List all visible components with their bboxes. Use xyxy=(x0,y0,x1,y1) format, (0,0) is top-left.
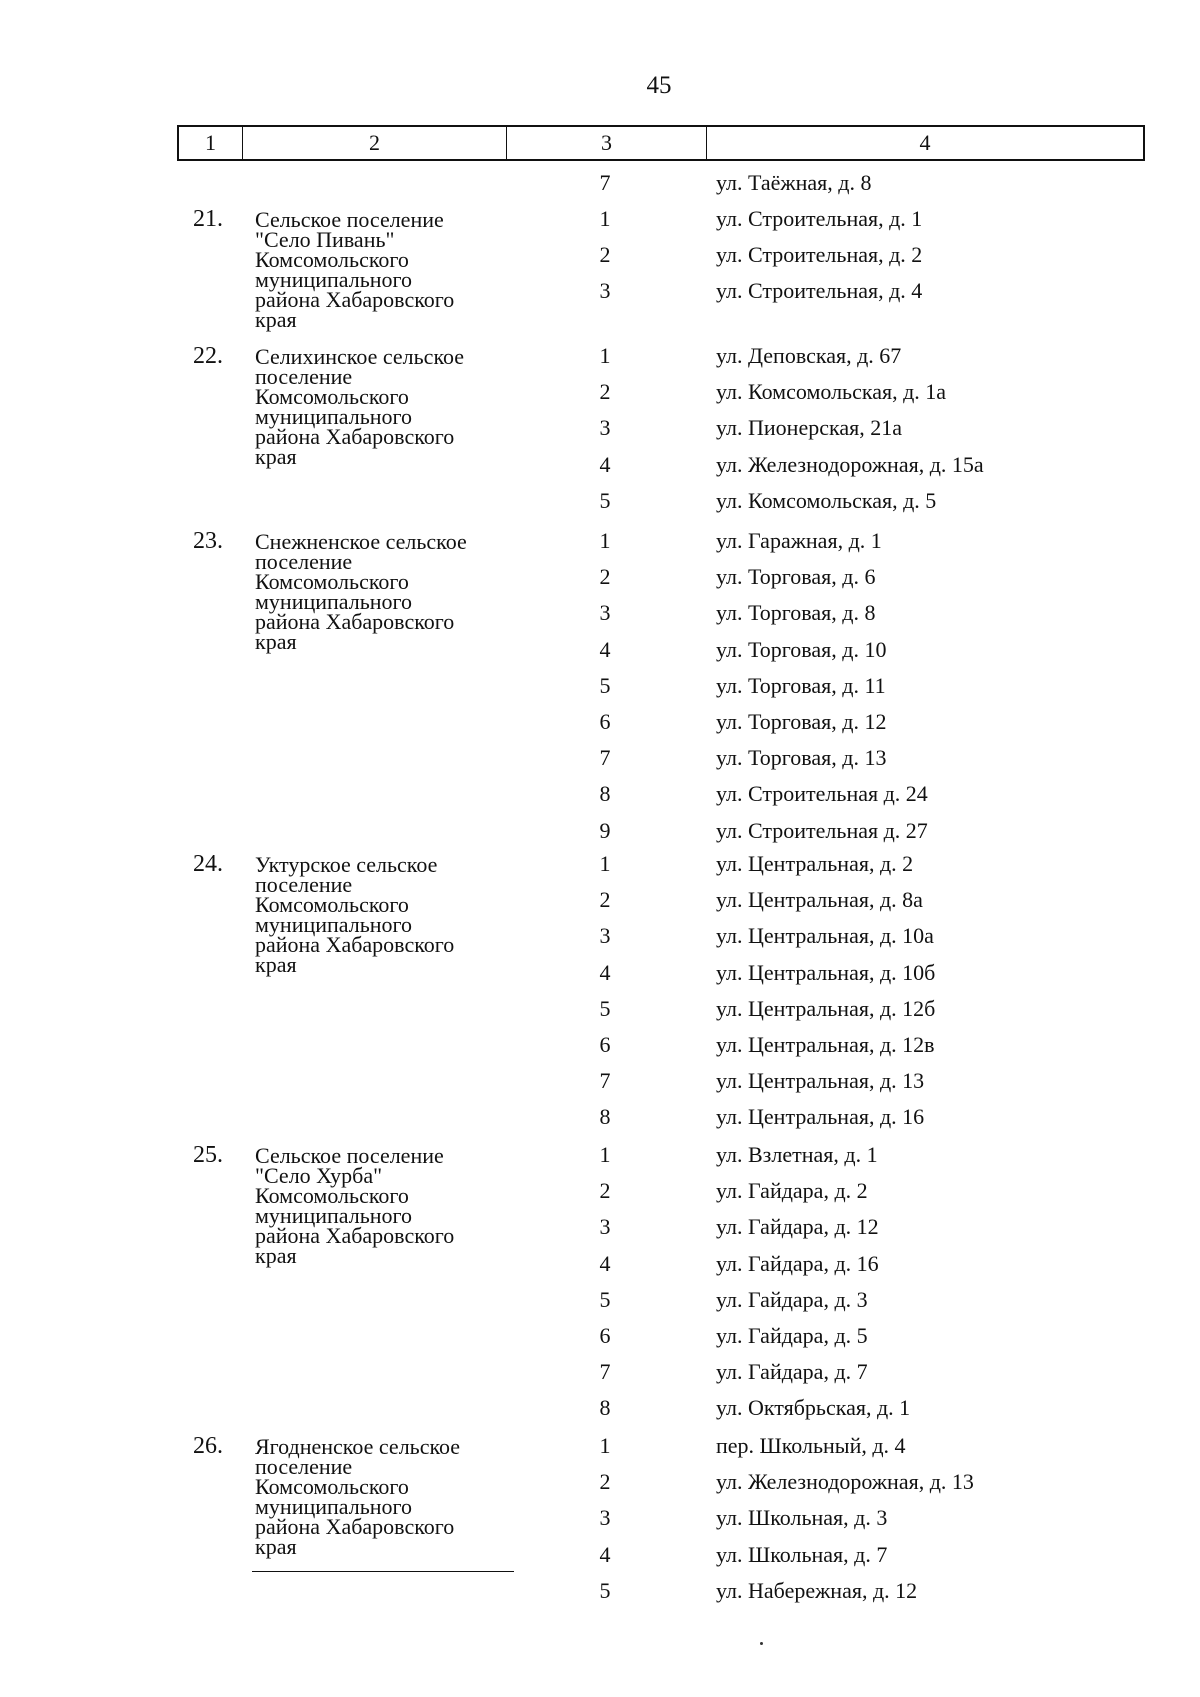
table-row xyxy=(0,1574,1200,1608)
settlement-name-line: муниципального xyxy=(255,1494,413,1519)
settlement-name-line: муниципального xyxy=(255,1203,413,1228)
row-address: ул. Октябрьская, д. 1 xyxy=(716,1395,911,1421)
table-row xyxy=(0,1138,1200,1172)
row-address: ул. Железнодорожная, д. 13 xyxy=(716,1469,974,1495)
table-row xyxy=(0,1283,1200,1317)
row-number: 8 xyxy=(599,1395,611,1421)
row-address: ул. Гайдара, д. 7 xyxy=(716,1359,868,1385)
settlement-name-line: края xyxy=(255,629,297,654)
row-number: 3 xyxy=(599,1505,611,1531)
table-row xyxy=(0,166,1200,200)
settlement-number: 22. xyxy=(193,343,223,369)
settlement-name-line: муниципального xyxy=(255,589,413,614)
table-row xyxy=(0,238,1200,272)
settlement-name-line: района Хабаровского xyxy=(255,1223,455,1248)
settlement-name-line: Комсомольского xyxy=(255,1474,409,1499)
table-row xyxy=(0,484,1200,518)
table-row xyxy=(0,1028,1200,1062)
row-number: 5 xyxy=(599,1577,611,1603)
settlement-name-line: Ягодненское сельское xyxy=(255,1434,461,1459)
row-number: 4 xyxy=(599,959,611,985)
settlement-name-line: Комсомольского xyxy=(255,247,409,272)
table-row xyxy=(0,1064,1200,1098)
row-address: ул. Железнодорожная, д. 15а xyxy=(716,451,984,477)
table-row xyxy=(0,1429,1200,1463)
row-number: 7 xyxy=(599,170,611,195)
table-row xyxy=(0,1319,1200,1353)
table-row xyxy=(0,524,1200,558)
row-address: ул. Комсомольская, д. 1а xyxy=(716,379,947,405)
row-number: 7 xyxy=(599,745,611,771)
settlement-name-line: "Село Пивань" xyxy=(255,227,395,252)
row-address: ул. Взлетная, д. 1 xyxy=(716,1142,878,1167)
row-number: 1 xyxy=(599,1142,611,1167)
settlement-name-line: поселение xyxy=(255,549,353,574)
row-number: 1 xyxy=(599,343,611,368)
row-number: 7 xyxy=(599,1068,611,1094)
row-number: 8 xyxy=(599,1104,611,1130)
row-number: 4 xyxy=(599,636,611,662)
table-row xyxy=(0,741,1200,775)
settlement-number: 25. xyxy=(193,1142,223,1168)
table-row xyxy=(0,629,1200,667)
settlement-name-line: Комсомольского xyxy=(255,1183,409,1208)
end-rule xyxy=(252,1571,514,1572)
row-number: 5 xyxy=(599,1286,611,1312)
settlement-name-line: района Хабаровского xyxy=(255,287,455,312)
row-address: ул. Гаражная, д. 1 xyxy=(716,528,882,553)
row-address: ул. Строительная д. 27 xyxy=(716,817,928,843)
row-address: ул. Таёжная, д. 8 xyxy=(716,170,872,195)
row-address: ул. Центральная, д. 13 xyxy=(716,1068,925,1094)
row-number: 2 xyxy=(599,242,611,268)
row-number: 7 xyxy=(599,1359,611,1385)
table-row xyxy=(0,202,1200,236)
row-number: 2 xyxy=(599,887,611,913)
table-row xyxy=(0,274,1200,312)
row-number: 3 xyxy=(599,923,611,949)
row-address: ул. Школьная, д. 7 xyxy=(716,1541,888,1567)
row-address: ул. Деповская, д. 67 xyxy=(716,343,902,368)
row-address: ул. Строительная, д. 2 xyxy=(716,242,923,268)
header-col-3: 3 xyxy=(507,127,707,159)
table-row xyxy=(0,1465,1200,1499)
row-number: 6 xyxy=(599,1323,611,1348)
row-address: ул. Гайдара, д. 12 xyxy=(716,1214,879,1240)
table-row xyxy=(0,1243,1200,1281)
settlement-number: 21. xyxy=(193,206,223,232)
row-address: ул. Гайдара, д. 2 xyxy=(716,1178,868,1204)
row-number: 2 xyxy=(599,379,611,405)
table-row xyxy=(0,375,1200,409)
row-address: ул. Центральная, д. 2 xyxy=(716,851,914,876)
row-number: 4 xyxy=(599,1250,611,1276)
settlement-name-line: района Хабаровского xyxy=(255,609,455,634)
row-address: ул. Школьная, д. 3 xyxy=(716,1505,888,1531)
row-number: 4 xyxy=(599,1541,611,1567)
page-number: 45 xyxy=(646,72,672,99)
settlement-name-line: Уктурское сельское xyxy=(255,852,438,877)
row-address: ул. Центральная, д. 10а xyxy=(716,923,934,949)
row-address: ул. Торговая, д. 8 xyxy=(716,600,876,626)
header-col-2: 2 xyxy=(243,127,507,159)
row-address: ул. Центральная, д. 10б xyxy=(716,959,936,985)
table-row xyxy=(0,444,1200,482)
settlement-number: 26. xyxy=(193,1433,223,1459)
row-address: ул. Центральная, д. 12в xyxy=(716,1032,935,1057)
row-address: ул. Набережная, д. 12 xyxy=(716,1577,918,1603)
row-address: ул. Центральная, д. 12б xyxy=(716,995,936,1021)
table-row xyxy=(0,669,1200,703)
row-number: 6 xyxy=(599,709,611,734)
settlement-name-line: района Хабаровского xyxy=(255,1514,455,1539)
row-address: ул. Торговая, д. 11 xyxy=(716,672,886,698)
table-row xyxy=(0,883,1200,917)
table-row xyxy=(0,339,1200,373)
settlement-name-line: Сельское поселение xyxy=(255,207,444,232)
row-address: ул. Центральная, д. 16 xyxy=(716,1104,925,1130)
table-row xyxy=(0,847,1200,881)
settlement-name-line: Комсомольского xyxy=(255,892,409,917)
header-col-1: 1 xyxy=(179,127,243,159)
row-number: 6 xyxy=(599,1032,611,1057)
table-row xyxy=(0,705,1200,739)
settlement-name-line: поселение xyxy=(255,872,353,897)
row-address: ул. Строительная д. 24 xyxy=(716,781,928,807)
settlement-name-line: края xyxy=(255,1534,297,1559)
row-number: 2 xyxy=(599,1469,611,1495)
table-row xyxy=(0,992,1200,1026)
settlement-name-line: Снежненское сельское xyxy=(255,529,467,554)
row-number: 1 xyxy=(599,851,611,876)
table-row xyxy=(0,1100,1200,1134)
table-row xyxy=(0,1501,1200,1539)
table-row xyxy=(0,814,1200,848)
row-number: 4 xyxy=(599,451,611,477)
row-number: 1 xyxy=(599,528,611,553)
settlement-name-line: края xyxy=(255,444,297,469)
table-row xyxy=(0,919,1200,957)
row-address: ул. Торговая, д. 12 xyxy=(716,709,887,734)
settlement-name-line: муниципального xyxy=(255,912,413,937)
row-number: 3 xyxy=(599,1214,611,1240)
row-address: ул. Торговая, д. 13 xyxy=(716,745,887,771)
table-row xyxy=(0,952,1200,990)
table-row xyxy=(0,777,1200,811)
table-row xyxy=(0,596,1200,634)
settlement-name-line: края xyxy=(255,307,297,332)
table-row xyxy=(0,411,1200,449)
row-address: ул. Гайдара, д. 5 xyxy=(716,1323,868,1348)
row-address: ул. Пионерская, 21а xyxy=(716,415,902,441)
row-address: ул. Центральная, д. 8а xyxy=(716,887,923,913)
row-address: ул. Гайдара, д. 3 xyxy=(716,1286,868,1312)
row-address: ул. Строительная, д. 1 xyxy=(716,206,923,231)
settlement-name-line: Сельское поселение xyxy=(255,1143,444,1168)
scan-speck xyxy=(760,1642,763,1645)
table-row xyxy=(0,1174,1200,1208)
row-address: ул. Комсомольская, д. 5 xyxy=(716,487,937,513)
settlement-number: 24. xyxy=(193,851,223,877)
table-row xyxy=(0,1391,1200,1425)
row-address: ул. Торговая, д. 6 xyxy=(716,564,876,590)
table-row xyxy=(0,1355,1200,1389)
table-header xyxy=(177,125,1145,161)
row-number: 3 xyxy=(599,415,611,441)
table-row xyxy=(0,560,1200,594)
row-number: 9 xyxy=(599,817,611,843)
row-number: 5 xyxy=(599,487,611,513)
settlement-name-line: муниципального xyxy=(255,404,413,429)
row-address: ул. Строительная, д. 4 xyxy=(716,278,923,304)
settlement-name-line: Комсомольского xyxy=(255,569,409,594)
settlement-name-line: Селихинское сельское xyxy=(255,344,465,369)
table-row xyxy=(0,1210,1200,1248)
row-number: 8 xyxy=(599,781,611,807)
row-address: ул. Торговая, д. 10 xyxy=(716,636,887,662)
row-number: 3 xyxy=(599,278,611,304)
settlement-number: 23. xyxy=(193,528,223,554)
settlement-name-line: края xyxy=(255,1243,297,1268)
settlement-name-line: района Хабаровского xyxy=(255,932,455,957)
row-number: 1 xyxy=(599,206,611,231)
settlement-name-line: "Село Хурба" xyxy=(255,1163,383,1188)
row-number: 5 xyxy=(599,672,611,698)
header-col-4: 4 xyxy=(919,130,931,155)
row-number: 2 xyxy=(599,564,611,590)
settlement-name-line: поселение xyxy=(255,364,353,389)
row-number: 3 xyxy=(599,600,611,626)
row-address: ул. Гайдара, д. 16 xyxy=(716,1250,879,1276)
settlement-name-line: поселение xyxy=(255,1454,353,1479)
settlement-name-line: района Хабаровского xyxy=(255,424,455,449)
row-number: 2 xyxy=(599,1178,611,1204)
settlement-name-line: края xyxy=(255,952,297,977)
row-number: 1 xyxy=(599,1433,611,1458)
row-number: 5 xyxy=(599,995,611,1021)
settlement-name-line: Комсомольского xyxy=(255,384,409,409)
row-address: пер. Школьный, д. 4 xyxy=(716,1433,906,1458)
settlement-name-line: муниципального xyxy=(255,267,413,292)
table-row xyxy=(0,1534,1200,1572)
